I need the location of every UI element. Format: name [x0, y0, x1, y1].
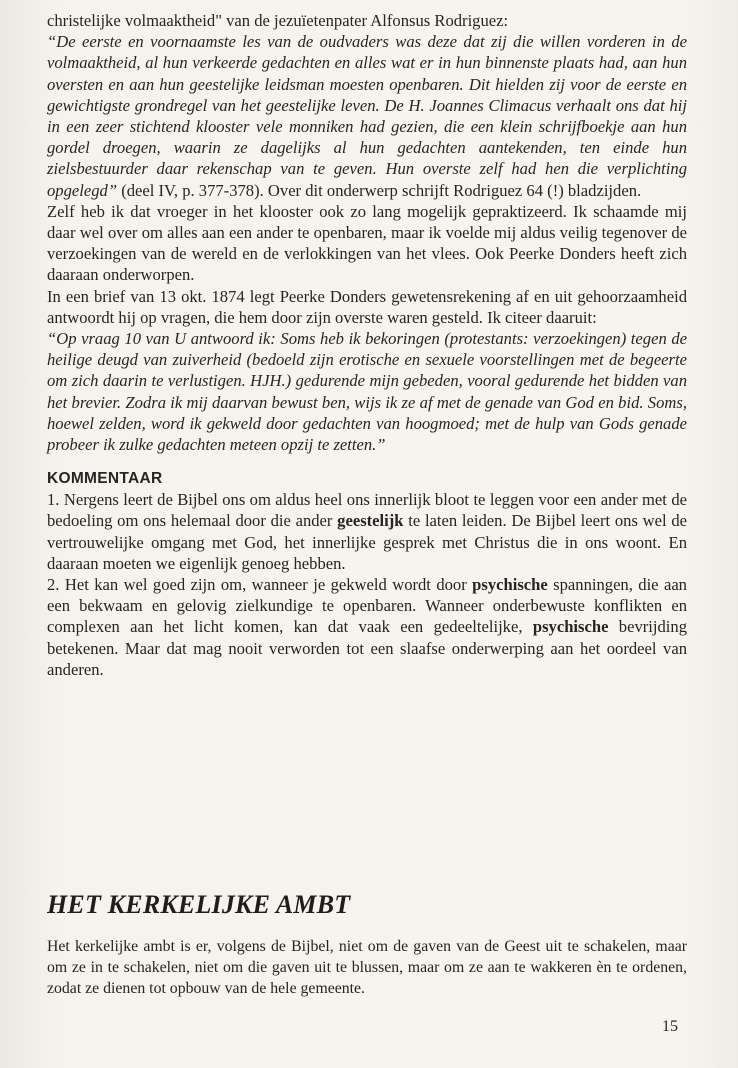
k1-text-b: te laten leiden. De Bijbel leert ons wel de vertrouwelijke omgang met God, het innerlijke gesprek met Christus die in ons woont. En daaraan moeten we eigenlijk genoeg hebben. [47, 511, 688, 573]
k1-text-a: 1. Nergens leert de Bijbel ons om aldus heel ons innerlijk bloot te leggen voor een ander met de bedoeling om ons helemaal door die ander [47, 490, 687, 531]
quote-rodriguez-text: “De eerste en voornaamste les van de oudvaders was deze dat zij die willen vorderen in de volmaaktheid, al hun verkeerde gedachten en alles wat er in hun binnenste plaats had, aan hun oversten en aan hun geestelijke leidsman moesten openbaren. Dit hielden zij voor de eerste en gewichtigste grondregel van het geestelijke leven. De H. Joannes Climacus verhaalt ons dat hij in een zeer stichtend klooster vele monniken had gezien, die een klein schrijfboekje aan hun gordel droegen, waarin ze dagelijks al hun gedachten aantekenden, ten einde hun zielsbestuurder daar rekenschap van te geven. Hun overste zelf had hen die verplichting opgelegd” [47, 32, 687, 200]
section-title: HET KERKELIJKE AMBT [47, 890, 351, 919]
k2-text-c: bevrijding betekenen. Maar dat mag nooit verworden tot een slaafse onderwerping aan het oordeel van anderen. [47, 617, 688, 679]
quote-rodriguez-ref: (deel IV, p. 377-378). Over dit onderwerp schrijft Rodriguez 64 (!) bladzijden. [117, 180, 642, 200]
kommentaar-point-2 [47, 574, 687, 680]
k2-text-a: 2. Het kan wel goed zijn om, wanneer je gekweld wordt door [47, 575, 473, 595]
kommentaar-point-1 [47, 489, 687, 574]
k2-text-b: spanningen, die aan een bekwaam en gelovig zielkundige te openbaren. Wanneer onderbewuste konflikten en complexen aan het licht komen, kan dat vaak een gedeeltelijke, [47, 575, 687, 637]
paragraph-brief: In een brief van 13 okt. 1874 legt Peerke Donders gewetensrekening af en uit gehoorzaamheid antwoordt hij op vragen, die hem door zijn overste waren gesteld. Ik citeer daaruit: [47, 286, 687, 327]
k1-bold: geestelijk [337, 511, 404, 531]
section-paragraph: Het kerkelijke ambt is er, volgens de Bijbel, niet om de gaven van de Geest uit te schakelen, maar om ze in te schakelen, niet om die gaven uit te blussen, maar om ze aan te wakkeren èn te ordenen, zodat ze dienen tot opbouw van de hele gemeente. [47, 938, 687, 997]
paragraph-zelf: Zelf heb ik dat vroeger in het klooster ook zo lang mogelijk gepraktizeerd. Ik schaamde mij daar wel over om alles aan een ander te openbaren, maar ik voelde mij aldus veilig tegenover de verzoekingen van de wereld en de verlokkingen van het vlees. Ook Peerke Donders heeft zich daaraan onderworpen. [47, 201, 687, 285]
main-column [47, 10, 687, 680]
intro-line: christelijke volmaaktheid" van de jezuïetenpater Alfonsus Rodriguez: [47, 11, 509, 30]
quote-donders: “Op vraag 10 van U antwoord ik: Soms heb ik bekoringen (protestants: verzoekingen) tegen de heilige deugd van zuiverheid (bedoeld zijn erotische en sexuele voorstellingen met de begeerte om zich daarin te verlustigen. HJH.) gedurende mijn gebeden, vooral gedurende het bidden van het brevier. Zodra ik mij daarvan bewust ben, wijs ik ze af met de genade van God en bid. Soms, hoewel zelden, word ik gekweld door gedachten van hoogmoed; met de hulp van Gods genade probeer ik zulke gedachten meteen opzij te zetten.” [47, 329, 687, 455]
k2-bold-2: psychische [532, 617, 609, 637]
kommentaar-heading: KOMMENTAAR [47, 470, 163, 488]
k2-bold-1: psychische [472, 575, 548, 595]
page-number: 15 [662, 1018, 678, 1035]
quote-rodriguez [47, 31, 687, 201]
